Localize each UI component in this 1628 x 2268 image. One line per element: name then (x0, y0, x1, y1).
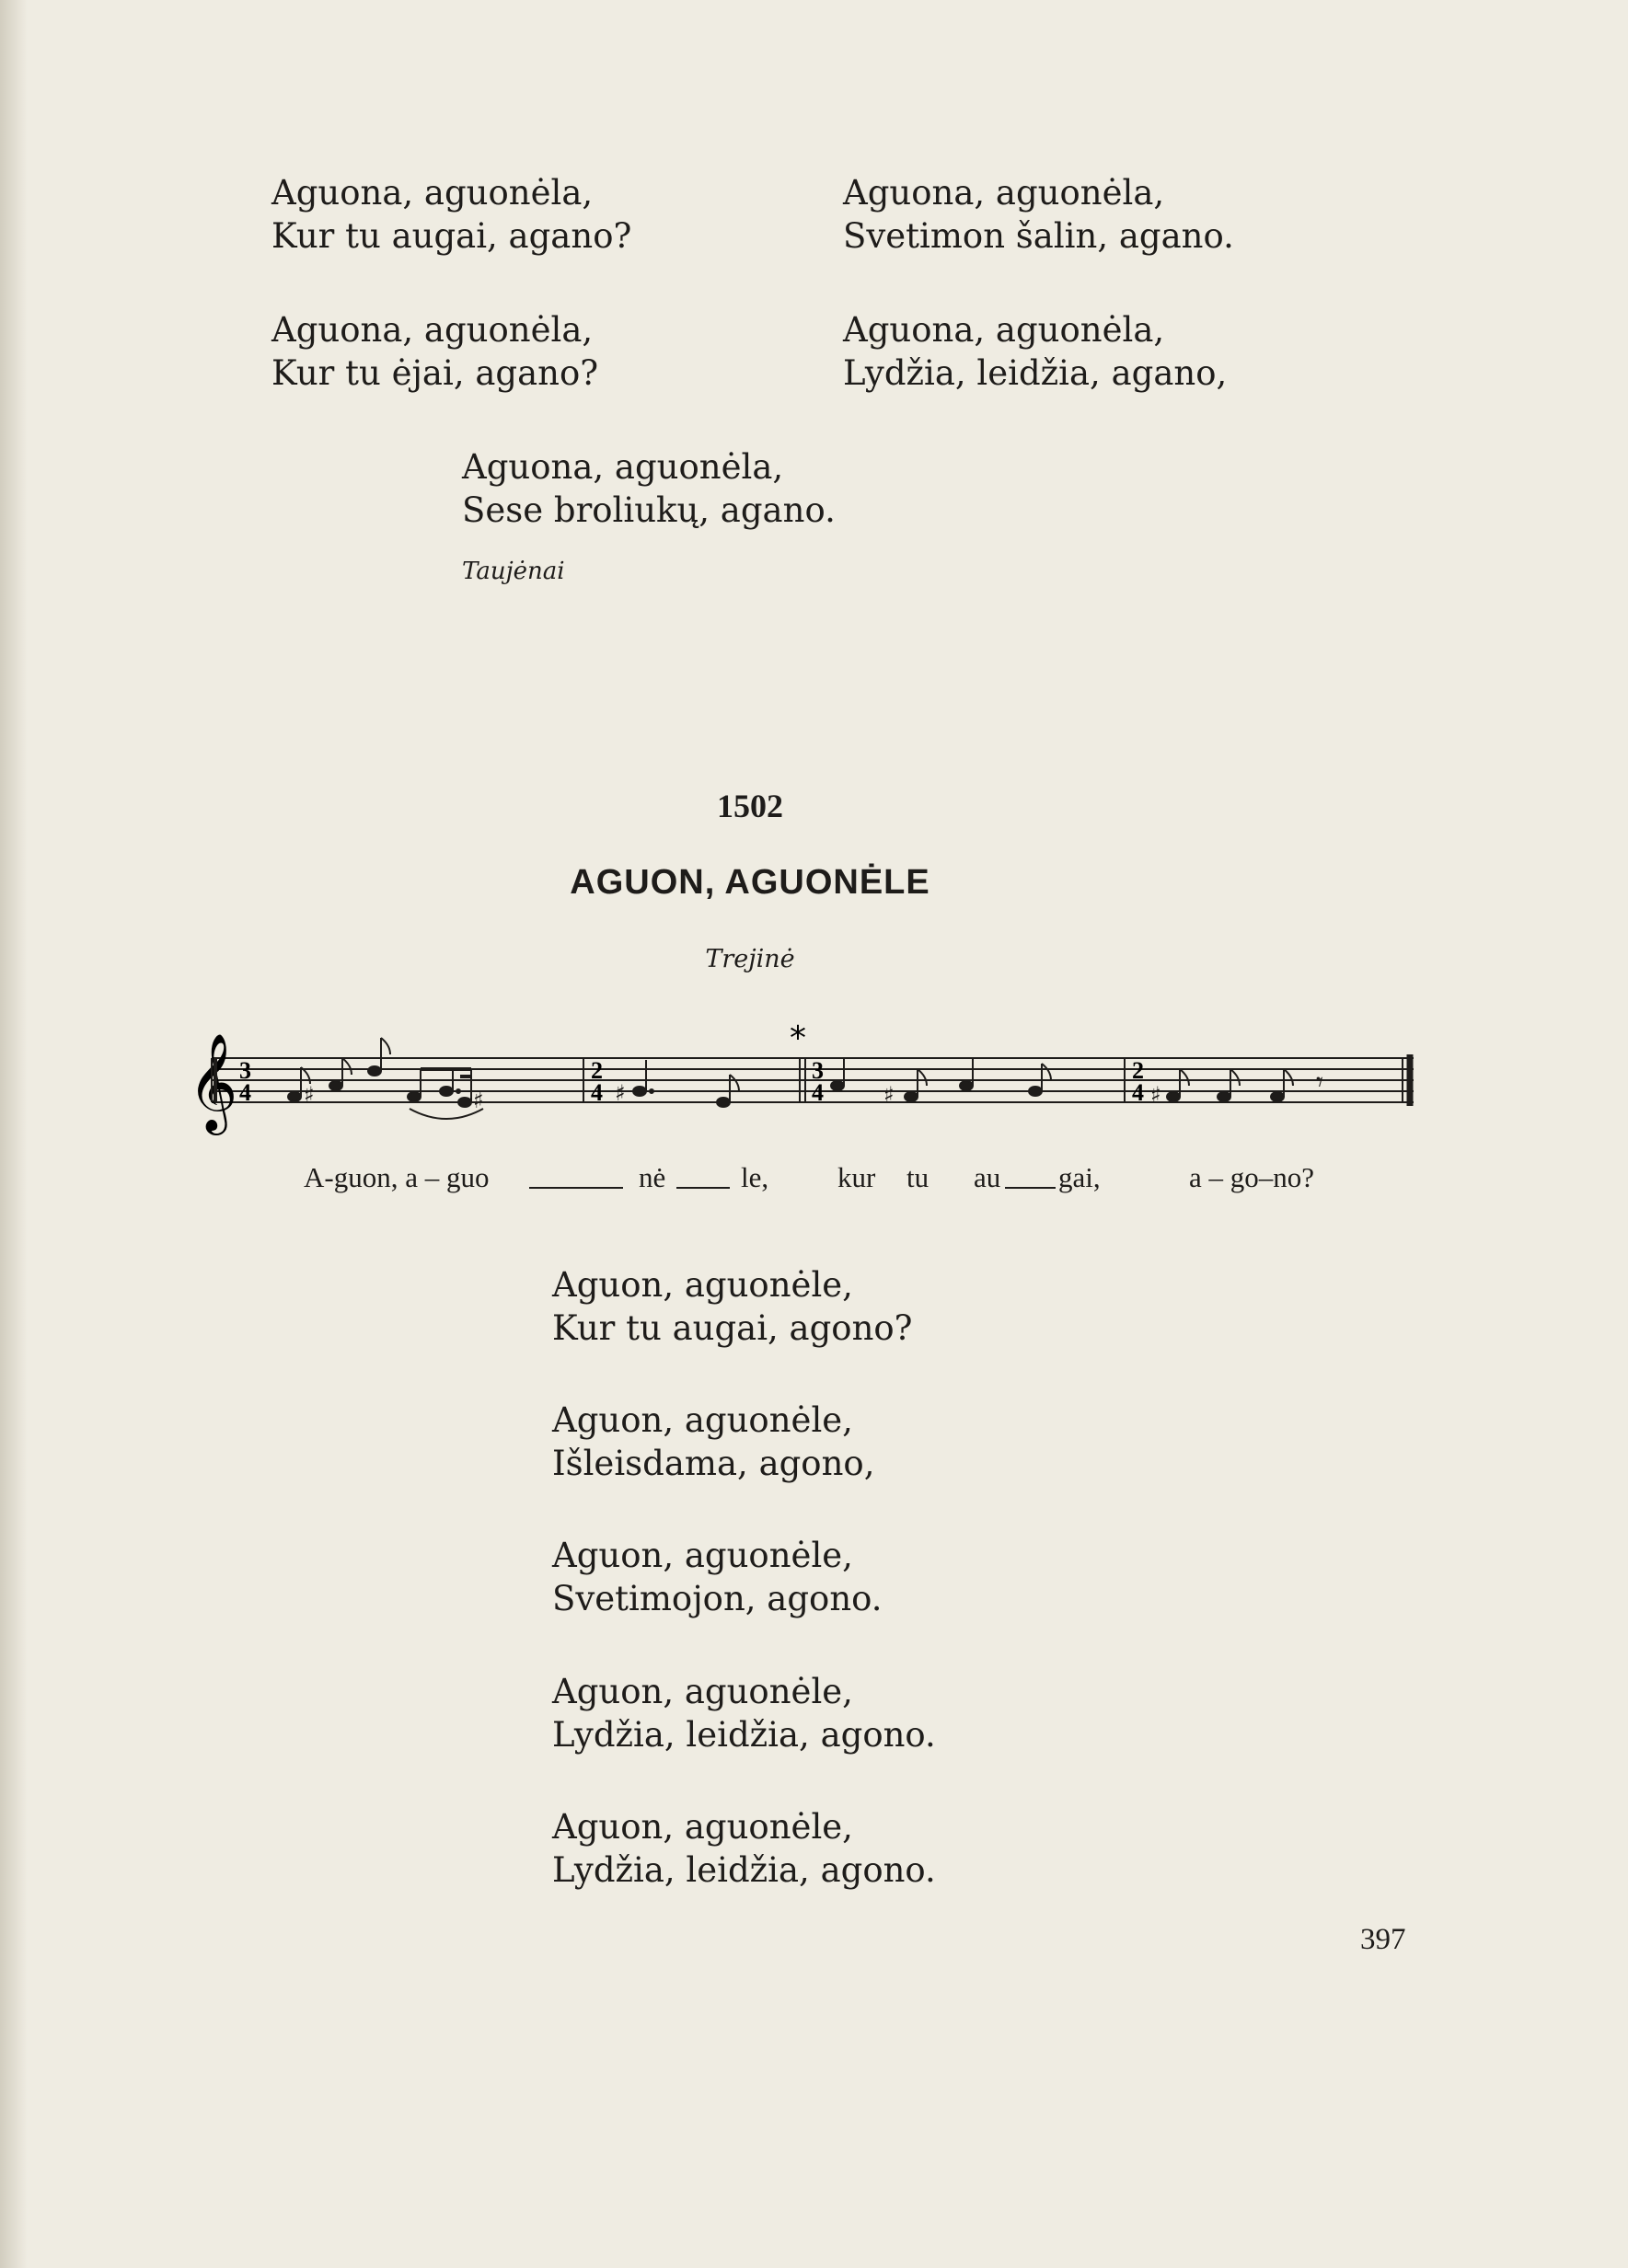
lyric-syllable: tu (906, 1161, 929, 1193)
stanza-line: Aguona, aguonėla, (843, 310, 1165, 350)
time-signature: 3 (239, 1057, 251, 1084)
svg-text:𝄾: 𝄾 (1316, 1066, 1323, 1099)
song-style: Trejinė (705, 945, 795, 973)
svg-text:♯: ♯ (473, 1088, 484, 1113)
stanza-line: Aguon, aguonėle, (552, 1807, 853, 1847)
stanza-line: Svetimojon, agono. (552, 1579, 883, 1618)
stanza-line: Kur tu ėjai, agano? (271, 353, 599, 393)
song-number: 1502 (717, 788, 783, 824)
top-stanza-1 (271, 171, 631, 258)
svg-text:♯: ♯ (304, 1082, 315, 1108)
time-signature: 4 (239, 1079, 251, 1106)
time-signature: 2 (591, 1057, 603, 1084)
stanza-line: Sese broliukų, agano. (462, 490, 836, 530)
lyric-extender (676, 1187, 730, 1189)
stanza-line: Aguon, aguonėle, (552, 1400, 853, 1440)
song-stanza-1 (552, 1263, 913, 1350)
stanza-line: Išleisdama, agono, (552, 1444, 875, 1483)
stanza-line: Kur tu augai, agono? (552, 1308, 913, 1348)
time-signature: 2 (1132, 1057, 1144, 1084)
song-stanza-4 (552, 1670, 936, 1756)
top-stanza-4 (843, 308, 1227, 395)
svg-text:♯: ♯ (883, 1082, 895, 1108)
stanza-line: Aguona, aguonėla, (843, 173, 1165, 213)
stanza-line: Aguon, aguonėle, (552, 1265, 853, 1305)
stanza-line: Aguona, aguonėla, (271, 310, 594, 350)
top-stanza-2 (843, 171, 1234, 258)
top-stanza-5 (462, 445, 836, 532)
svg-text:♯: ♯ (1150, 1082, 1161, 1108)
stanza-line: Aguona, aguonėla, (462, 447, 784, 487)
svg-text:♯: ♯ (615, 1080, 626, 1106)
time-signature: 3 (812, 1057, 824, 1084)
place-of-recording: Taujėnai (462, 558, 565, 585)
song-stanza-5 (552, 1805, 936, 1892)
song-stanza-3 (552, 1534, 883, 1620)
stanza-line: Lydžia, leidžia, agono. (552, 1715, 936, 1755)
stanza-line: Aguona, aguonėla, (271, 173, 594, 213)
lyric-syllable: gai, (1058, 1161, 1101, 1193)
stanza-line: Aguon, aguonėle, (552, 1672, 853, 1711)
lyric-syllable: nė (639, 1161, 666, 1193)
lyric-syllable: a – go–no? (1189, 1161, 1315, 1193)
stanza-line: Kur tu augai, agano? (271, 216, 632, 256)
time-signature: 4 (1132, 1079, 1144, 1106)
page-edge-shadow (0, 0, 28, 2268)
lyric-extender (1005, 1187, 1056, 1189)
stanza-line: Svetimon šalin, agano. (843, 216, 1234, 256)
music-staff (175, 1021, 1417, 1159)
lyric-syllable: kur (837, 1161, 876, 1193)
time-signature: 4 (591, 1079, 603, 1106)
asterisk-mark: * (790, 1021, 806, 1057)
time-signature: 4 (812, 1079, 824, 1106)
lyric-extender (529, 1187, 623, 1189)
stanza-line: Aguon, aguonėle, (552, 1536, 853, 1575)
stanza-line: Lydžia, leidžia, agono. (552, 1850, 936, 1890)
song-stanza-2 (552, 1399, 874, 1485)
lyric-syllable: le, (741, 1161, 769, 1193)
song-title: AGUON, AGUONĖLE (570, 863, 930, 902)
lyric-syllable: A-guon, a – guo (304, 1161, 490, 1193)
stanza-line: Lydžia, leidžia, agano, (843, 353, 1228, 393)
top-stanza-3 (271, 308, 598, 395)
treble-clef-icon: 𝄞 (188, 1032, 238, 1131)
page-number: 397 (1360, 1923, 1406, 1956)
lyric-syllable: au (974, 1161, 1001, 1193)
